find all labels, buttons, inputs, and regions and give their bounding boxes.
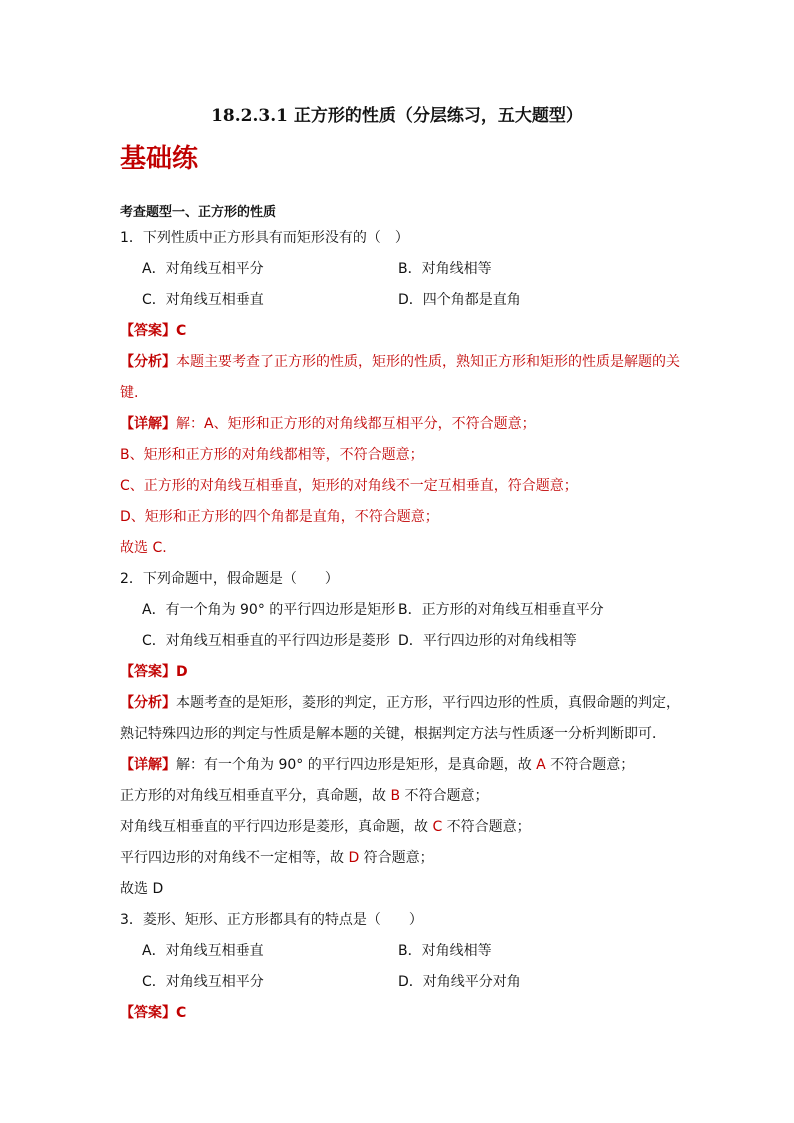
q2-detail-text: 解：有一个角为 90° 的平行四边形是矩形，是真命题，故 <box>176 757 537 773</box>
q2-option-c: C．对角线互相垂直的平行四边形是菱形 <box>142 633 390 649</box>
q2-detail-c <box>120 817 531 837</box>
q1-answer-value: C <box>176 323 187 339</box>
q2-detail-d-letter: D <box>348 850 360 866</box>
q2-detail-b-text: 正方形的对角线互相垂直平分，真命题，故 <box>120 788 391 804</box>
q3-option-a: A．对角线互相垂直 <box>142 943 264 959</box>
q1-stem: 1．下列性质中正方形具有而矩形没有的（ ） <box>120 230 409 246</box>
q2-option-a: A．有一个角为 90° 的平行四边形是矩形 <box>142 602 396 618</box>
q1-analysis <box>120 352 680 372</box>
q1-analysis-text: 本题主要考查了正方形的性质，矩形的性质，熟知正方形和矩形的性质是解题的关 <box>176 354 680 370</box>
q2-detail <box>120 755 634 775</box>
q3-option-b: B．对角线相等 <box>398 943 492 959</box>
q1-option-d: D．四个角都是直角 <box>398 292 521 308</box>
q2-detail-tail: 不符合题意； <box>545 757 635 773</box>
q2-analysis <box>120 693 680 713</box>
q2-detail-c-letter: C <box>432 819 443 835</box>
q2-detail-d <box>120 848 434 868</box>
answer-label: 【答案】 <box>120 664 176 680</box>
q2-detail-c-tail: 不符合题意； <box>442 819 531 835</box>
q2-detail-c-text: 对角线互相垂直的平行四边形是菱形，真命题，故 <box>120 819 433 835</box>
q2-analysis-text: 本题考查的是矩形，菱形的判定，正方形，平行四边形的性质，真假命题的判定， <box>176 695 680 711</box>
category-heading: 考查题型一、正方形的性质 <box>120 205 277 220</box>
answer-label: 【答案】 <box>120 1005 176 1021</box>
q1-conclusion: 故选 C. <box>120 540 167 556</box>
q2-stem: 2．下列命题中，假命题是（ ） <box>120 571 339 587</box>
q2-answer <box>120 662 188 682</box>
q2-conclusion: 故选 D <box>120 881 164 897</box>
detail-label: 【详解】 <box>120 416 176 432</box>
q3-answer-value: C <box>176 1005 187 1021</box>
q3-option-c: C．对角线互相平分 <box>142 974 264 990</box>
q1-analysis-cont: 键. <box>120 385 139 401</box>
q2-detail-b-letter: B <box>390 788 401 804</box>
analysis-label: 【分析】 <box>120 695 176 711</box>
q1-detail <box>120 414 536 434</box>
q3-answer <box>120 1003 186 1023</box>
q1-detail-c: C、正方形的对角线互相垂直，矩形的对角线不一定互相垂直，符合题意； <box>120 478 578 494</box>
q1-option-c: C．对角线互相垂直 <box>142 292 264 308</box>
q2-detail-d-text: 平行四边形的对角线不一定相等，故 <box>120 850 349 866</box>
q2-answer-value: D <box>176 664 188 680</box>
q1-detail-b: B、矩形和正方形的对角线都相等，不符合题意； <box>120 447 424 463</box>
section-heading: 基础练 <box>120 144 199 174</box>
q3-stem: 3．菱形、矩形、正方形都具有的特点是（ ） <box>120 912 423 928</box>
q2-analysis-cont: 熟记特殊四边形的判定与性质是解本题的关键，根据判定方法与性质逐一分析判断即可． <box>120 726 666 742</box>
q2-detail-b-tail: 不符合题意； <box>400 788 489 804</box>
page-title: 18.2.3.1 正方形的性质（分层练习，五大题型） <box>211 106 583 126</box>
q1-detail-text: 解：A、矩形和正方形的对角线都互相平分，不符合题意； <box>176 416 536 432</box>
analysis-label: 【分析】 <box>120 354 176 370</box>
q1-answer <box>120 321 186 341</box>
answer-label: 【答案】 <box>120 323 176 339</box>
detail-label: 【详解】 <box>120 757 176 773</box>
q2-detail-d-tail: 符合题意； <box>359 850 434 866</box>
q2-option-b: B．正方形的对角线互相垂直平分 <box>398 602 604 618</box>
q1-detail-d: D、矩形和正方形的四个角都是直角，不符合题意； <box>120 509 439 525</box>
q2-option-d: D．平行四边形的对角线相等 <box>398 633 577 649</box>
q3-option-d: D．对角线平分对角 <box>398 974 521 990</box>
q1-option-a: A．对角线互相平分 <box>142 261 264 277</box>
q1-option-b: B．对角线相等 <box>398 261 492 277</box>
q2-detail-b <box>120 786 489 806</box>
q2-detail-letter: A <box>536 757 546 773</box>
